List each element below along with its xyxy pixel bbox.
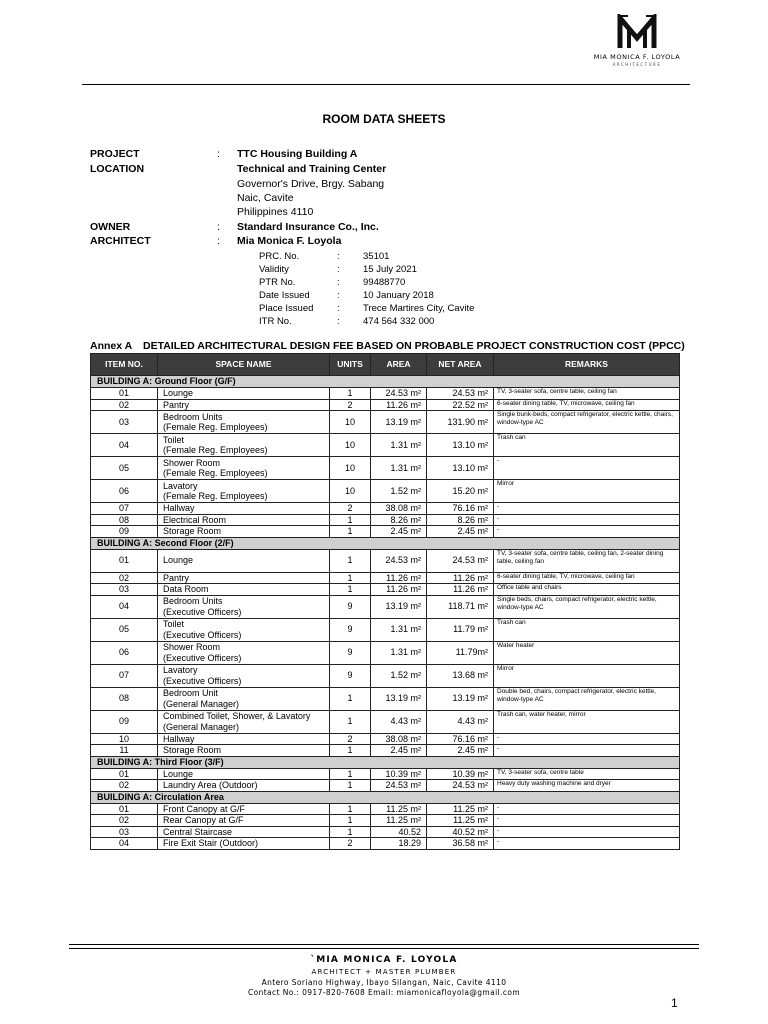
units-cell: 1 <box>330 584 371 596</box>
space-name-cell <box>158 514 330 526</box>
remarks-cell: TV, 3-seater sofa, centre table <box>494 768 680 780</box>
item-no-cell: 03 <box>91 826 158 838</box>
space-name: Shower Room <box>163 642 221 652</box>
table-row <box>91 584 680 596</box>
remarks-cell: - <box>494 803 680 815</box>
space-name: Combined Toilet, Shower, & Lavatory <box>163 711 311 721</box>
item-no-cell: 01 <box>91 549 158 572</box>
space-name-cell <box>158 687 330 710</box>
space-occupant: (Female Reg. Employees) <box>163 422 268 432</box>
space-name: Data Room <box>163 584 209 594</box>
table-row <box>91 572 680 584</box>
area-cell: 10.39 m² <box>371 768 427 780</box>
area-cell: 1.52 m² <box>371 480 427 503</box>
net-area-cell: 131.90 m² <box>427 411 494 434</box>
annex-heading <box>90 340 685 352</box>
units-cell: 2 <box>330 733 371 745</box>
units-cell: 1 <box>330 815 371 827</box>
section-title: BUILDING A: Third Floor (3/F) <box>91 756 680 768</box>
item-no-cell: 04 <box>91 434 158 457</box>
table-row <box>91 526 680 538</box>
remarks-cell: Double bed, chairs, compact refrigerator, electric kettle, window-type AC <box>494 687 680 710</box>
units-cell: 1 <box>330 687 371 710</box>
section-header-row <box>91 791 680 803</box>
prc-colon: : <box>337 316 340 327</box>
space-occupant: (General Manager) <box>163 721 240 732</box>
space-name: Hallway <box>163 503 195 513</box>
table-row <box>91 768 680 780</box>
project-colon: : <box>217 148 220 160</box>
table-row <box>91 780 680 792</box>
prc-value: Trece Martires City, Cavite <box>363 303 475 314</box>
area-cell: 13.19 m² <box>371 687 427 710</box>
net-area-cell: 8.26 m² <box>427 514 494 526</box>
remarks-cell: - <box>494 526 680 538</box>
units-cell: 1 <box>330 549 371 572</box>
annex-title: DETAILED ARCHITECTURAL DESIGN FEE BASED ON PROBABLE PROJECT CONSTRUCTION COST (PPCC) <box>143 340 685 352</box>
header-remarks: REMARKS <box>494 354 680 376</box>
item-no-cell: 06 <box>91 641 158 664</box>
space-name-cell <box>158 411 330 434</box>
space-name: Hallway <box>163 733 195 744</box>
net-area-cell: 118.71 m² <box>427 595 494 618</box>
space-name-cell <box>158 780 330 792</box>
space-name-cell <box>158 641 330 664</box>
space-name: Pantry <box>163 399 190 410</box>
area-cell: 11.26 m² <box>371 584 427 596</box>
area-cell: 1.31 m² <box>371 618 427 641</box>
net-area-cell: 24.53 m² <box>427 549 494 572</box>
space-name-cell <box>158 503 330 515</box>
table-row <box>91 503 680 515</box>
units-cell: 1 <box>330 803 371 815</box>
table-row <box>91 399 680 411</box>
remarks-cell: Mirror <box>494 480 680 503</box>
units-cell: 2 <box>330 838 371 850</box>
table-row <box>91 803 680 815</box>
area-cell: 1.31 m² <box>371 641 427 664</box>
remarks-cell: Trash can <box>494 618 680 641</box>
area-cell: 1.31 m² <box>371 434 427 457</box>
net-area-cell: 13.10 m² <box>427 434 494 457</box>
item-no-cell: 01 <box>91 388 158 400</box>
section-title: BUILDING A: Second Floor (2/F) <box>91 537 680 549</box>
units-cell: 1 <box>330 572 371 584</box>
units-cell: 1 <box>330 526 371 538</box>
units-cell: 10 <box>330 480 371 503</box>
units-cell: 10 <box>330 434 371 457</box>
remarks-cell: Heavy duty washing machine and dryer <box>494 780 680 792</box>
space-occupant: (Executive Officers) <box>163 606 242 617</box>
area-cell: 4.43 m² <box>371 710 427 733</box>
net-area-cell: 11.26 m² <box>427 584 494 596</box>
table-row <box>91 514 680 526</box>
section-title: BUILDING A: Circulation Area <box>91 791 680 803</box>
item-no-cell: 09 <box>91 710 158 733</box>
footer-address: Antero Soriano Highway, Ibayo Silangan, Naic, Cavite 4110 <box>261 978 507 987</box>
item-no-cell: 04 <box>91 595 158 618</box>
logo-name: MIA MONICA F. LOYOLA <box>593 53 681 61</box>
area-cell: 11.25 m² <box>371 803 427 815</box>
area-cell: 11.26 m² <box>371 572 427 584</box>
space-name-cell <box>158 664 330 687</box>
remarks-cell: TV, 3-seater sofa, centre table, ceiling fan, 2-seater dining table, ceiling fan <box>494 549 680 572</box>
space-name-cell <box>158 733 330 745</box>
owner-value: Standard Insurance Co., Inc. <box>237 221 379 233</box>
remarks-cell: Single beds, chairs, compact refrigerator, electric kettle, window-type AC <box>494 595 680 618</box>
space-name: Fire Exit Stair (Outdoor) <box>163 838 259 848</box>
units-cell: 9 <box>330 641 371 664</box>
net-area-cell: 40.52 m² <box>427 826 494 838</box>
prc-label: PRC. No. <box>259 251 300 262</box>
location-line: Naic, Cavite <box>237 192 294 204</box>
architect-value: Mia Monica F. Loyola <box>237 235 342 247</box>
remarks-cell: - <box>494 745 680 757</box>
net-area-cell: 13.19 m² <box>427 687 494 710</box>
remarks-cell: TV, 3-seater sofa, centre table, ceiling fan <box>494 388 680 400</box>
table-row <box>91 618 680 641</box>
location-line: Philippines 4110 <box>237 206 314 218</box>
remarks-cell: Office table and chairs <box>494 584 680 596</box>
owner-colon: : <box>217 221 220 233</box>
table-row <box>91 745 680 757</box>
project-value: TTC Housing Building A <box>237 148 358 160</box>
net-area-cell: 2.45 m² <box>427 745 494 757</box>
remarks-cell: Mirror <box>494 664 680 687</box>
item-no-cell: 11 <box>91 745 158 757</box>
space-occupant: (Female Reg. Employees) <box>163 491 268 501</box>
units-cell: 2 <box>330 503 371 515</box>
area-cell: 2.45 m² <box>371 526 427 538</box>
header-net-area: NET AREA <box>427 354 494 376</box>
space-occupant: (Executive Officers) <box>163 652 242 663</box>
prc-label: Validity <box>259 264 289 275</box>
net-area-cell: 11.26 m² <box>427 572 494 584</box>
item-no-cell: 07 <box>91 503 158 515</box>
net-area-cell: 24.53 m² <box>427 388 494 400</box>
units-cell: 1 <box>330 780 371 792</box>
space-name: Lounge <box>163 388 194 398</box>
table-row <box>91 434 680 457</box>
remarks-cell: - <box>494 838 680 850</box>
prc-label: ITR No. <box>259 316 292 327</box>
space-name: Central Staircase <box>163 826 233 837</box>
area-cell: 1.52 m² <box>371 664 427 687</box>
units-cell: 9 <box>330 618 371 641</box>
net-area-cell: 15.20 m² <box>427 480 494 503</box>
remarks-cell: - <box>494 457 680 480</box>
prc-colon: : <box>337 290 340 301</box>
table-row <box>91 664 680 687</box>
section-header-row <box>91 376 680 388</box>
space-name: Pantry <box>163 572 190 583</box>
header-units: UNITS <box>330 354 371 376</box>
location-label: LOCATION <box>90 163 145 175</box>
area-cell: 2.45 m² <box>371 745 427 757</box>
space-name-cell <box>158 768 330 780</box>
space-name-cell <box>158 838 330 850</box>
area-cell: 11.26 m² <box>371 399 427 411</box>
area-cell: 24.53 m² <box>371 549 427 572</box>
area-cell: 24.53 m² <box>371 780 427 792</box>
units-cell: 10 <box>330 457 371 480</box>
net-area-cell: 24.53 m² <box>427 780 494 792</box>
space-name-cell <box>158 826 330 838</box>
table-row <box>91 733 680 745</box>
space-name-cell <box>158 584 330 596</box>
net-area-cell: 4.43 m² <box>427 710 494 733</box>
header-item-no: ITEM NO. <box>91 354 158 376</box>
space-name-cell <box>158 803 330 815</box>
prc-value: 474 564 332 000 <box>363 316 435 327</box>
table-header-row <box>91 354 680 376</box>
item-no-cell: 01 <box>91 803 158 815</box>
footer-name: `MIA MONICA F. LOYOLA <box>310 955 458 965</box>
remarks-cell: Water heater <box>494 641 680 664</box>
header-area: AREA <box>371 354 427 376</box>
prc-label: PTR No. <box>259 277 296 288</box>
space-occupant: (Executive Officers) <box>163 675 242 686</box>
item-no-cell: 04 <box>91 838 158 850</box>
units-cell: 1 <box>330 514 371 526</box>
architect-colon: : <box>217 235 220 247</box>
prc-colon: : <box>337 303 340 314</box>
units-cell: 9 <box>330 595 371 618</box>
item-no-cell: 02 <box>91 780 158 792</box>
space-occupant: (Executive Officers) <box>163 629 242 640</box>
area-cell: 24.53 m² <box>371 388 427 400</box>
item-no-cell: 08 <box>91 687 158 710</box>
net-area-cell: 76.16 m² <box>427 503 494 515</box>
net-area-cell: 36.58 m² <box>427 838 494 850</box>
table-row <box>91 826 680 838</box>
net-area-cell: 11.25 m² <box>427 815 494 827</box>
footer-title: ARCHITECT + MASTER PLUMBER <box>311 968 457 976</box>
table-row <box>91 641 680 664</box>
space-name: Front Canopy at G/F <box>163 803 246 814</box>
section-header-row <box>91 537 680 549</box>
net-area-cell: 2.45 m² <box>427 526 494 538</box>
space-name-cell <box>158 480 330 503</box>
item-no-cell: 05 <box>91 618 158 641</box>
header-space-name: SPACE NAME <box>158 354 330 376</box>
prc-value: 35101 <box>363 251 390 262</box>
space-name: Shower Room <box>163 457 221 468</box>
space-name-cell <box>158 549 330 572</box>
space-occupant: (Female Reg. Employees) <box>163 445 268 455</box>
space-name: Bedroom Units <box>163 596 223 606</box>
logo-subtitle: ARCHITECTURE <box>612 62 662 67</box>
units-cell: 1 <box>330 710 371 733</box>
table-row <box>91 388 680 400</box>
remarks-cell: Single bunk-beds, compact refrigerator, electric kettle, chairs, window-type AC <box>494 411 680 434</box>
area-cell: 11.25 m² <box>371 815 427 827</box>
space-name: Lavatory <box>163 480 198 491</box>
remarks-cell: - <box>494 826 680 838</box>
space-name-cell <box>158 388 330 400</box>
table-row <box>91 549 680 572</box>
table-row <box>91 595 680 618</box>
area-cell: 18.29 <box>371 838 427 850</box>
space-name: Toilet <box>163 434 185 445</box>
owner-label: OWNER <box>90 221 131 233</box>
prc-colon: : <box>337 277 340 288</box>
units-cell: 9 <box>330 664 371 687</box>
location-line: Governor's Drive, Brgy. Sabang <box>237 178 385 190</box>
company-logo <box>592 14 682 67</box>
annex-label: Annex A <box>90 340 133 352</box>
space-name-cell <box>158 618 330 641</box>
space-name: Lounge <box>163 768 194 779</box>
space-name: Electrical Room <box>163 514 227 525</box>
area-cell: 13.19 m² <box>371 411 427 434</box>
item-no-cell: 03 <box>91 584 158 596</box>
remarks-cell: - <box>494 815 680 827</box>
space-name-cell <box>158 399 330 411</box>
space-name-cell <box>158 457 330 480</box>
footer-divider <box>0 944 768 945</box>
space-name: Storage Room <box>163 526 222 536</box>
net-area-cell: 22.52 m² <box>427 399 494 411</box>
space-name-cell <box>158 572 330 584</box>
prc-colon: : <box>337 264 340 275</box>
space-name: Toilet <box>163 619 185 629</box>
item-no-cell: 09 <box>91 526 158 538</box>
item-no-cell: 06 <box>91 480 158 503</box>
space-name: Rear Canopy at G/F <box>163 815 244 825</box>
net-area-cell: 13.10 m² <box>427 457 494 480</box>
page-title: ROOM DATA SHEETS <box>322 112 446 126</box>
table-row <box>91 687 680 710</box>
prc-value: 10 January 2018 <box>363 290 434 301</box>
space-name: Laundry Area (Outdoor) <box>163 780 258 790</box>
area-cell: 8.26 m² <box>371 514 427 526</box>
space-name: Bedroom Unit <box>163 688 219 698</box>
footer-contact: Contact No.: 0917-820-7608 Email: miamonicafloyola@gmail.com <box>247 988 521 997</box>
table-row <box>91 480 680 503</box>
header-divider <box>82 84 690 85</box>
space-occupant: (General Manager) <box>163 698 240 709</box>
prc-value: 15 July 2021 <box>363 264 417 275</box>
remarks-cell: - <box>494 733 680 745</box>
space-name-cell <box>158 745 330 757</box>
space-name: Storage Room <box>163 745 222 755</box>
units-cell: 1 <box>330 768 371 780</box>
item-no-cell: 10 <box>91 733 158 745</box>
space-name-cell <box>158 595 330 618</box>
prc-value: 99488770 <box>363 277 406 288</box>
space-occupant: (Female Reg. Employees) <box>163 468 268 478</box>
item-no-cell: 08 <box>91 514 158 526</box>
project-label: PROJECT <box>90 148 140 160</box>
prc-colon: : <box>337 251 340 262</box>
net-area-cell: 11.25 m² <box>427 803 494 815</box>
units-cell: 1 <box>330 388 371 400</box>
remarks-cell: - <box>494 514 680 526</box>
net-area-cell: 76.16 m² <box>427 733 494 745</box>
location-value: Technical and Training Center <box>237 163 387 175</box>
remarks-cell: 6-seater dining table, TV, microwave, ceiling fan <box>494 399 680 411</box>
section-title: BUILDING A: Ground Floor (G/F) <box>91 376 680 388</box>
table-row <box>91 411 680 434</box>
item-no-cell: 07 <box>91 664 158 687</box>
area-cell: 38.08 m² <box>371 733 427 745</box>
net-area-cell: 13.68 m² <box>427 664 494 687</box>
item-no-cell: 03 <box>91 411 158 434</box>
table-row <box>91 710 680 733</box>
space-name-cell <box>158 434 330 457</box>
logo-monogram-icon <box>614 14 660 50</box>
units-cell: 2 <box>330 399 371 411</box>
area-cell: 1.31 m² <box>371 457 427 480</box>
footer-divider-thin <box>0 948 768 949</box>
item-no-cell: 02 <box>91 399 158 411</box>
space-name-cell <box>158 815 330 827</box>
prc-label: Date Issued <box>259 290 310 301</box>
space-name: Lounge <box>163 555 194 566</box>
item-no-cell: 02 <box>91 572 158 584</box>
remarks-cell: Trash can <box>494 434 680 457</box>
net-area-cell: 11.79m² <box>427 641 494 664</box>
architect-label: ARCHITECT <box>90 235 151 247</box>
space-name: Lavatory <box>163 665 198 675</box>
units-cell: 10 <box>330 411 371 434</box>
prc-label: Place Issued <box>259 303 314 314</box>
net-area-cell: 11.79 m² <box>427 618 494 641</box>
remarks-cell: Trash can, water heater, mirror <box>494 710 680 733</box>
space-name-cell <box>158 710 330 733</box>
item-no-cell: 02 <box>91 815 158 827</box>
room-data-table <box>90 353 680 850</box>
table-row <box>91 815 680 827</box>
units-cell: 1 <box>330 826 371 838</box>
remarks-cell: - <box>494 503 680 515</box>
units-cell: 1 <box>330 745 371 757</box>
area-cell: 38.08 m² <box>371 503 427 515</box>
table-row <box>91 838 680 850</box>
section-header-row <box>91 756 680 768</box>
item-no-cell: 05 <box>91 457 158 480</box>
area-cell: 13.19 m² <box>371 595 427 618</box>
item-no-cell: 01 <box>91 768 158 780</box>
area-cell: 40.52 <box>371 826 427 838</box>
net-area-cell: 10.39 m² <box>427 768 494 780</box>
remarks-cell: 6-seater dining table, TV, microwave, ceiling fan <box>494 572 680 584</box>
page-number: 1 <box>671 996 678 1010</box>
space-name-cell <box>158 526 330 538</box>
table-row <box>91 457 680 480</box>
space-name: Bedroom Units <box>163 411 223 422</box>
